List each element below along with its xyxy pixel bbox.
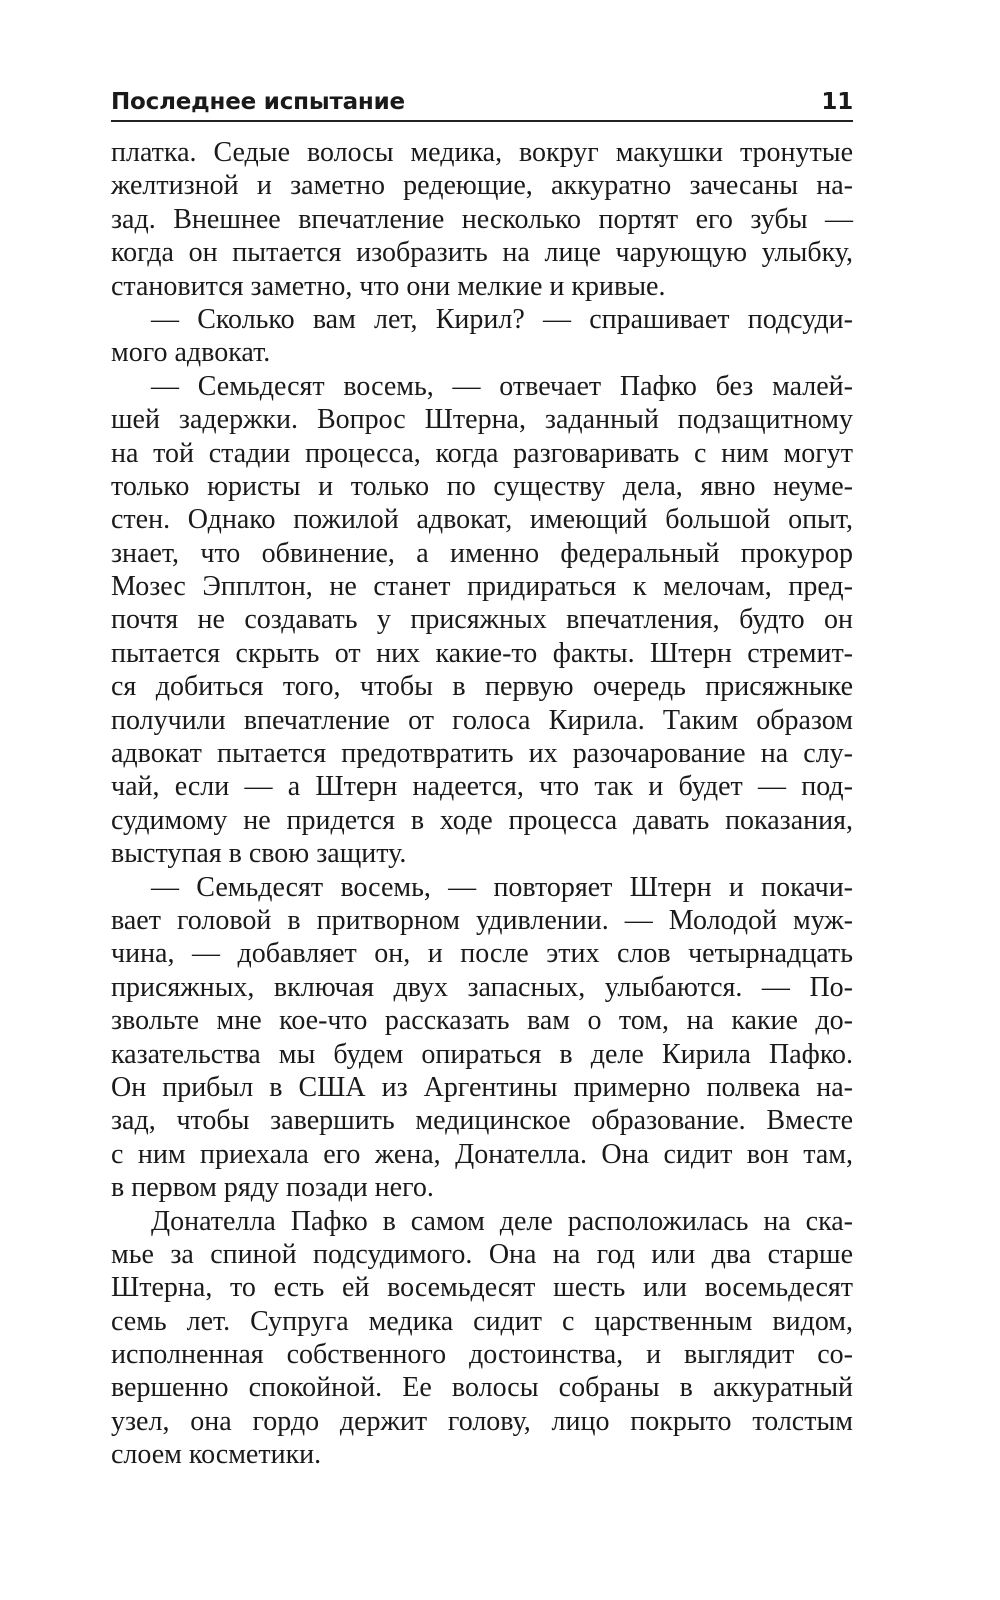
text-line: семь лет. Супруга медика сидит с царственным видом,	[111, 1305, 853, 1337]
text-line: адвокат пытается предотвратить их разочарование на слу-	[111, 738, 853, 770]
text-line: Он прибыл в США из Аргентины примерно полвека на-	[111, 1071, 853, 1103]
text-line: — Семьдесят восемь, — повторяет Штерн и покачи-	[151, 871, 853, 903]
text-line: желтизной и заметно редеющие, аккуратно зачесаны на-	[111, 170, 853, 202]
text-line: Мозес Эпплтон, не станет придираться к мелочам, пред-	[111, 571, 853, 603]
book-page	[111, 82, 853, 1472]
text-line: — Семьдесят восемь, — отвечает Пафко без малей-	[151, 370, 853, 402]
text-line: мье за спиной подсудимого. Она на год или два старше	[111, 1238, 853, 1270]
text-line: вает головой в притворном удивлении. — Молодой муж-	[111, 904, 853, 936]
text-line: чина, — добавляет он, и после этих слов четырнадцать	[111, 938, 853, 970]
text-line: зад, чтобы завершить медицинское образование. Вместе	[111, 1105, 853, 1137]
text-line: платка. Седые волосы медика, вокруг макушки тронутые	[111, 137, 853, 168]
text-line: почтя не создавать у присяжных впечатления, будто он	[111, 604, 853, 636]
page-number: 11	[821, 89, 853, 115]
body-text	[111, 136, 853, 1472]
running-title: Последнее испытание	[111, 89, 405, 115]
text-line: знает, что обвинение, а именно федеральный прокурор	[111, 537, 853, 569]
text-line: — Сколько вам лет, Кирил? — спрашивает подсуди-	[151, 303, 853, 335]
text-line: слоем косметики.	[111, 1439, 322, 1471]
text-line: присяжных, включая двух запасных, улыбаются. — По-	[111, 971, 853, 1003]
text-line: выступая в свою защиту.	[111, 838, 407, 870]
text-line: казательства мы будем опираться в деле Кирила Пафко.	[111, 1038, 853, 1070]
text-line: исполненная собственного достоинства, и выглядит со-	[111, 1339, 853, 1371]
text-line: звольте мне кое-что рассказать вам о том, на какие до-	[111, 1005, 853, 1037]
text-line: стен. Однако пожилой адвокат, имеющий большой опыт,	[111, 504, 853, 536]
text-line: когда он пытается изобразить на лице чарующую улыбку,	[111, 237, 853, 269]
text-line: на той стадии процесса, когда разговаривать с ним могут	[111, 437, 853, 469]
text-line: пытается скрыть от них какие-то факты. Штерн стремит-	[111, 637, 853, 669]
text-line: становится заметно, что они мелкие и кривые.	[111, 270, 666, 302]
text-line: в первом ряду позади него.	[111, 1172, 434, 1204]
running-header	[111, 82, 853, 122]
text-line: зад. Внешнее впечатление несколько портят его зубы —	[111, 203, 853, 235]
text-line: получили впечатление от голоса Кирила. Таким образом	[111, 704, 853, 736]
text-line: ся добиться того, чтобы в первую очередь присяжныке	[111, 671, 853, 703]
text-line: узел, она гордо держит голову, лицо покрыто толстым	[111, 1405, 853, 1437]
text-line: судимому не придется в ходе процесса давать показания,	[111, 804, 853, 836]
text-line: мого адвокат.	[111, 337, 271, 369]
text-line: шей задержки. Вопрос Штерна, заданный подзащитному	[111, 404, 853, 436]
text-line: чай, если — а Штерн надеется, что так и будет — под-	[111, 771, 853, 803]
text-line: только юристы и только по существу дела, явно неуме-	[111, 470, 853, 502]
text-line: Штерна, то есть ей восемьдесят шесть или восемьдесят	[111, 1272, 853, 1304]
text-line: Донателла Пафко в самом деле расположилась на ска-	[151, 1205, 853, 1237]
text-line: вершенно спокойной. Ее волосы собраны в аккуратный	[111, 1372, 853, 1404]
text-line: с ним приехала его жена, Донателла. Она сидит вон там,	[111, 1138, 853, 1170]
